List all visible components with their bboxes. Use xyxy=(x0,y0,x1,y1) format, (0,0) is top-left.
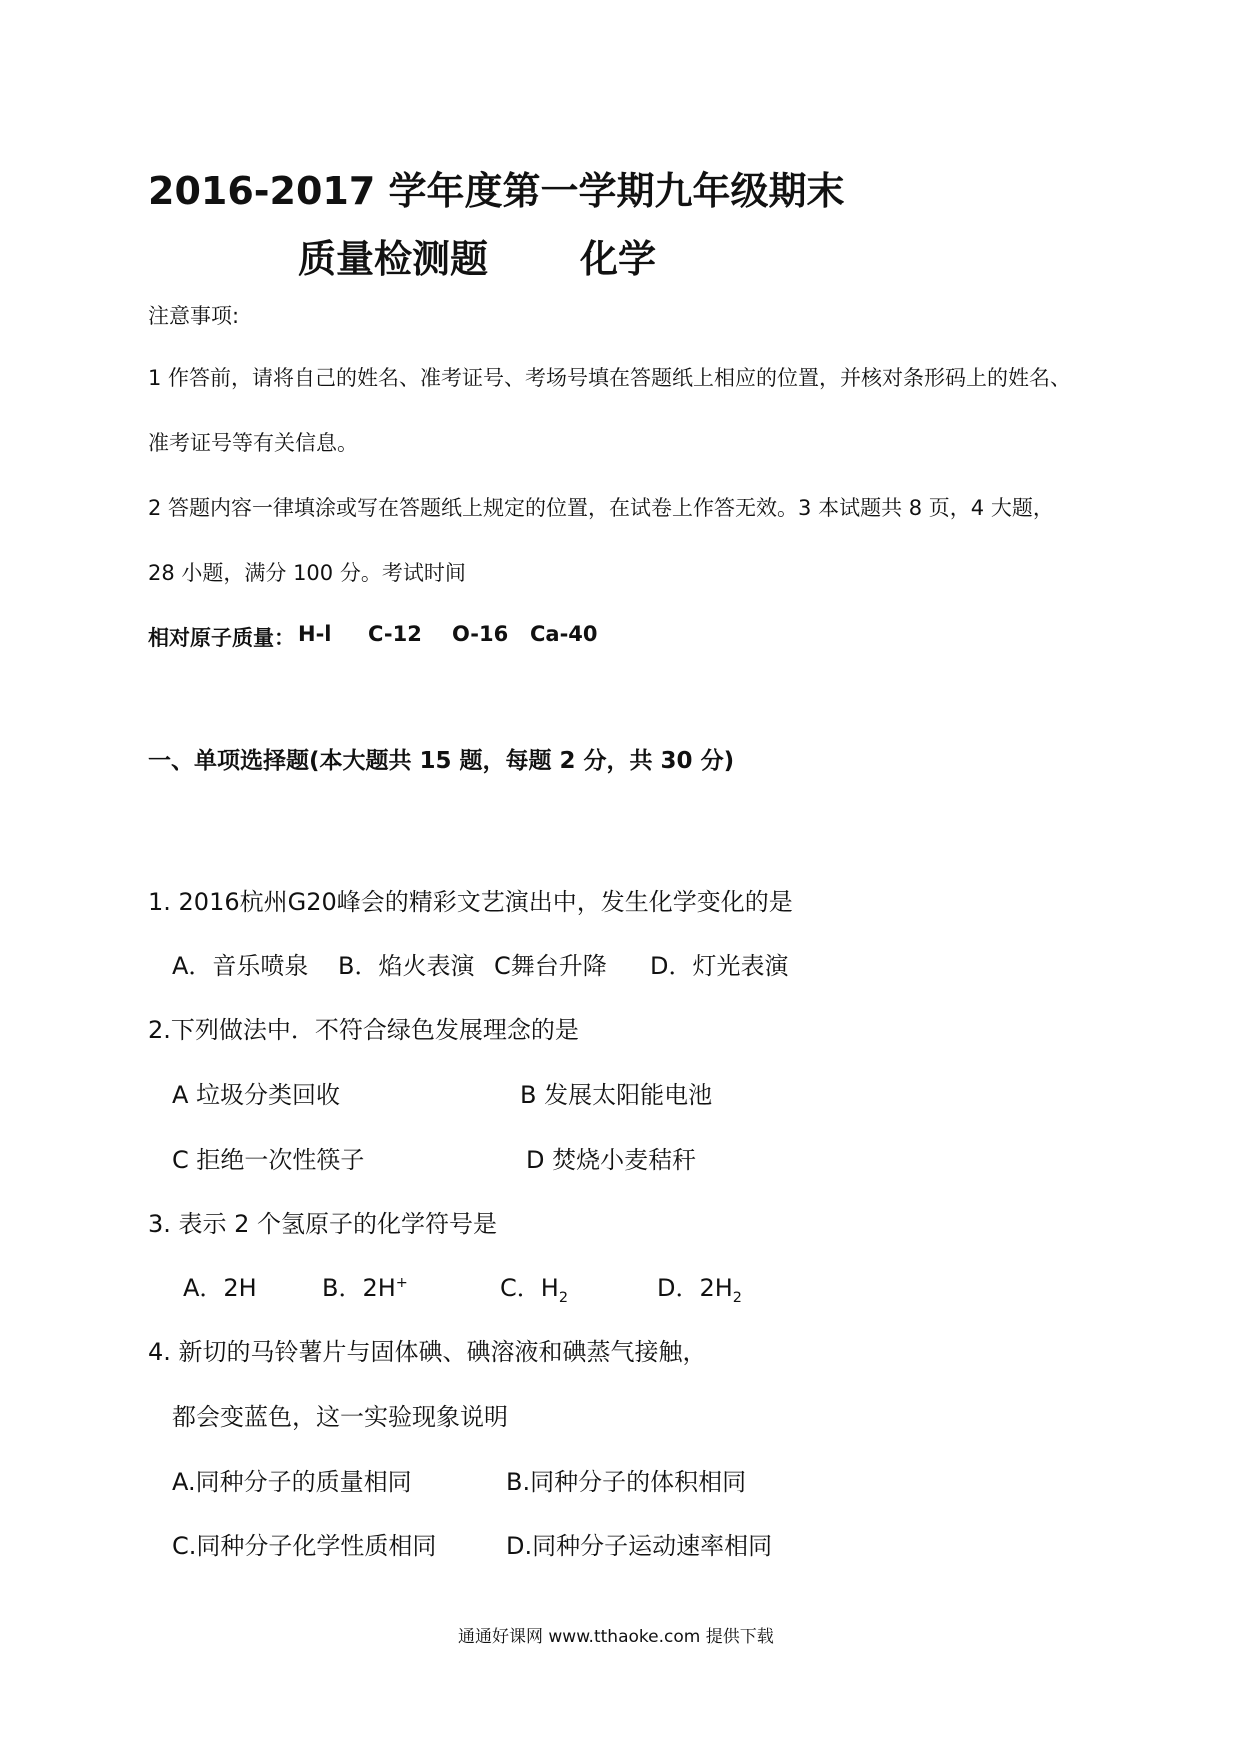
question-3-option-b xyxy=(322,1268,408,1303)
question-3-option-c xyxy=(500,1268,568,1306)
question-2-option-a: A 垃圾分类回收 xyxy=(172,1081,341,1109)
question-2-option-c: C 拒绝一次性筷子 xyxy=(172,1146,365,1174)
notes-line-3: 2 答题内容一律填涂或写在答题纸上规定的位置，在试卷上作答无效。3 本试题共 8 页，4 大题， xyxy=(148,496,1054,520)
question-1-option-b: B．焰火表演 xyxy=(338,952,475,980)
question-3-option-c-text: C．H xyxy=(500,1274,559,1302)
question-3-stem: 3. 表示 2 个氢原子的化学符号是 xyxy=(148,1210,498,1238)
question-1-option-a: A．音乐喷泉 xyxy=(172,952,309,980)
exam-title-line1: 2016-2017 学年度第一学期九年级期末 xyxy=(148,169,845,213)
atomic-mass-o: O-16 xyxy=(452,622,509,646)
question-4-stem-line-2: 都会变蓝色，这一实验现象说明 xyxy=(172,1403,508,1431)
question-1-option-d: D．灯光表演 xyxy=(650,952,789,980)
question-4-option-a: A.同种分子的质量相同 xyxy=(172,1468,412,1496)
notes-line-2: 准考证号等有关信息。 xyxy=(148,431,358,455)
question-4-stem: 4. 新切的马铃薯片与固体碘、碘溶液和碘蒸气接触， xyxy=(148,1338,707,1366)
question-3-option-d-text: D．2H xyxy=(657,1274,733,1302)
question-4-option-d: D.同种分子运动速率相同 xyxy=(506,1532,773,1560)
question-2-option-b: B 发展太阳能电池 xyxy=(520,1081,713,1109)
notes-line-1: 1 作答前，请将自己的姓名、准考证号、考场号填在答题纸上相应的位置，并核对条形码上的姓名、 xyxy=(148,366,1072,390)
footer-source: 通通好课网 www.tthaoke.com 提供下载 xyxy=(458,1627,774,1647)
question-3-option-d-subscript: 2 xyxy=(732,1289,742,1306)
question-3-option-b-text: B．2H xyxy=(322,1274,396,1302)
question-3-option-c-subscript: 2 xyxy=(558,1289,568,1306)
atomic-mass-c: C-12 xyxy=(368,622,422,646)
section-1-title: 一、单项选择题(本大题共 15 题，每题 2 分，共 30 分) xyxy=(148,748,735,774)
question-3-option-a xyxy=(183,1268,257,1303)
notes-heading: 注意事项: xyxy=(148,304,240,328)
question-4-option-c: C.同种分子化学性质相同 xyxy=(172,1532,437,1560)
question-2-stem: 2.下列做法中．不符合绿色发展理念的是 xyxy=(148,1016,579,1044)
atomic-mass-label: 相对原子质量： xyxy=(148,626,295,650)
atomic-mass-h: H-l xyxy=(298,622,332,646)
notes-line-4: 28 小题，满分 100 分。考试时间 xyxy=(148,561,466,585)
question-3-option-b-charge: + xyxy=(395,1275,408,1291)
question-3-option-a-text: A．2H xyxy=(183,1274,257,1302)
exam-title-subtitle: 质量检测题 xyxy=(298,237,489,281)
question-2-option-d: D 焚烧小麦秸秆 xyxy=(526,1146,697,1174)
question-3-option-d xyxy=(657,1268,742,1306)
atomic-mass-ca: Ca-40 xyxy=(530,622,598,646)
question-4-option-b: B.同种分子的体积相同 xyxy=(506,1468,747,1496)
exam-subject: 化学 xyxy=(580,237,657,281)
question-1-option-c: C舞台升降 xyxy=(494,952,607,980)
question-1-stem: 1. 2016杭州G20峰会的精彩文艺演出中，发生化学变化的是 xyxy=(148,888,793,916)
